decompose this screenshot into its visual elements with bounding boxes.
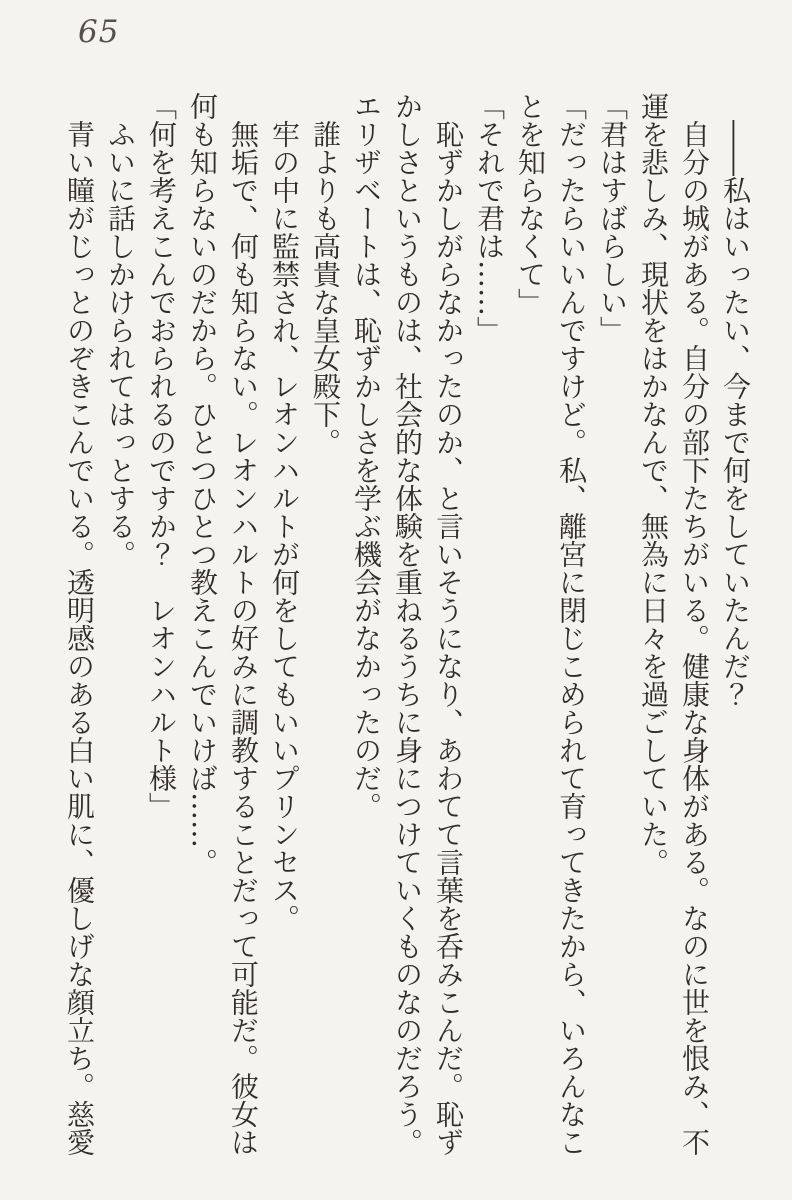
paragraph-dialogue: 「だったらいいんですけど。私、離宮に閉じこめられて育ってきたから、いろんなことを知らなくて」: [514, 92, 588, 1156]
paragraph-narrative: ふいに話しかけられてはっとする。: [104, 120, 137, 568]
page-number: 65: [78, 14, 120, 50]
paragraph-dialogue: 「何を考えこんでおられるのですか？ レオンハルト様」: [145, 92, 178, 820]
paragraph-narrative: 牢の中に監禁され、レオンハルトが何をしてもいいプリンセス。: [268, 120, 301, 932]
paragraph-narrative: 恥ずかしがらなかったのか、と言いそうになり、あわてて言葉を呑みこんだ。恥ずかしさというものは、社会的な体験を重ねるうちに身につけていくものなのだろう。エリザベートは、恥ずかしさを学ぶ機会がなかったのだ。: [350, 92, 465, 1156]
body-text: [56, 92, 756, 1162]
paragraph-narrative: 自分の城がある。自分の部下たちがいる。健康な身体がある。なのに世を恨み、不運を悲しみ、現状をはかなんで、無為に日々を過ごしていた。: [637, 92, 711, 1156]
paragraph-dialogue: 「君はすばらしい」: [596, 92, 629, 344]
paragraph-dialogue: 「それで君は……」: [473, 92, 506, 344]
paragraph-narrative: 無垢で、何も知らない。レオンハルトの好みに調教することだって可能だ。彼女は何も知らないのだから。ひとつひとつ教えこんでいけば……。: [186, 92, 260, 1156]
paragraph-narrative: 青い瞳がじっとのぞきこんでいる。透明感のある白い肌に、優しげな顔立ち。慈愛: [63, 120, 96, 1156]
paragraph-narrative: 誰よりも高貴な皇女殿下。: [309, 120, 342, 456]
paragraph-monologue-dash: ――私はいったい、今まで何をしていたんだ？: [719, 120, 752, 708]
